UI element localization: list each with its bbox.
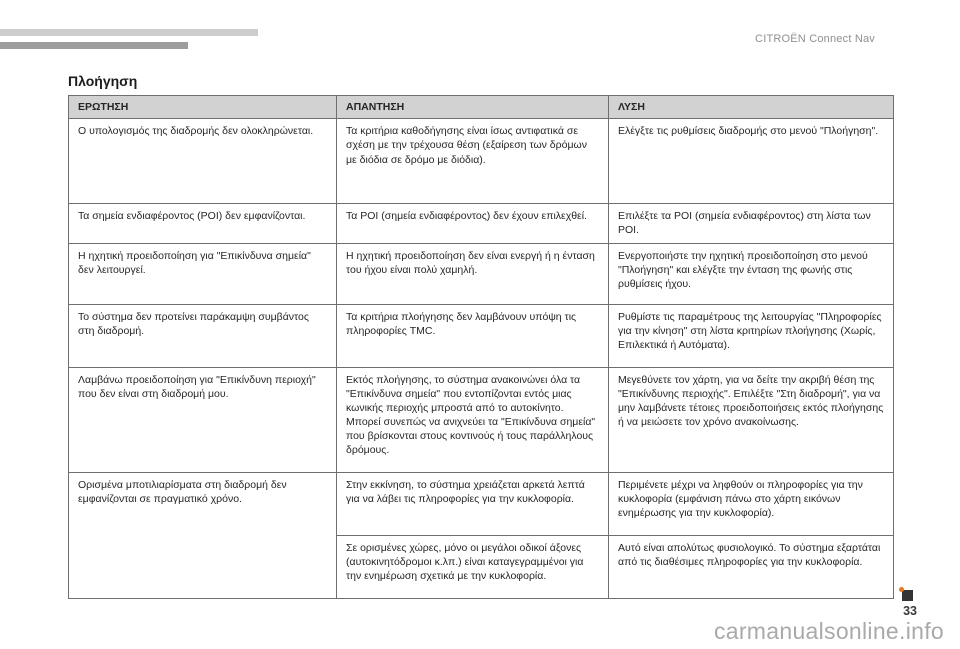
question-cell: Τα σημεία ενδιαφέροντος (POI) δεν εμφανίζονται. bbox=[69, 204, 337, 243]
question-cell: Ο υπολογισμός της διαδρομής δεν ολοκληρώνεται. bbox=[69, 119, 337, 204]
brand-header: CITROËN Connect Nav bbox=[755, 33, 875, 45]
answer-cell: Στην εκκίνηση, το σύστημα χρειάζεται αρκετά λεπτά για να λάβει τις πληροφορίες για την κυκλοφορία. bbox=[337, 472, 609, 535]
question-cell: Το σύστημα δεν προτείνει παράκαμψη συμβάντος στη διαδρομή. bbox=[69, 304, 337, 367]
table-row bbox=[69, 243, 894, 304]
table-header-row bbox=[69, 96, 894, 119]
solution-cell: Περιμένετε μέχρι να ληφθούν οι πληροφορίες για την κυκλοφορία (εμφάνιση πάνω στο χάρτη εικόνων ενημέρωσης για την κυκλοφορία). bbox=[609, 472, 894, 535]
page-title: Πλοήγηση bbox=[68, 73, 138, 89]
table-row bbox=[69, 472, 894, 535]
column-header-answer: ΑΠΑΝΤΗΣΗ bbox=[337, 96, 609, 119]
question-cell: Η ηχητική προειδοποίηση για "Επικίνδυνα σημεία" δεν λειτουργεί. bbox=[69, 243, 337, 304]
answer-cell: Σε ορισμένες χώρες, μόνο οι μεγάλοι οδικοί άξονες (αυτοκινητόδρομοι κ.λπ.) είναι καταγεγραμμένοι για την ενημέρωση σχετικά με την κυκλοφορία. bbox=[337, 535, 609, 598]
answer-cell: Εκτός πλοήγησης, το σύστημα ανακοινώνει όλα τα "Επικίνδυνα σημεία" που εντοπίζονται εντός μιας κωνικής περιοχής μπροστά από το αυτοκίνητο. Μπορεί συνεπώς να ανιχνεύει τα "Επικίνδυνα σημεία" που βρίσκονται στους κοντινούς ή τους παράλληλους δρόμους. bbox=[337, 367, 609, 472]
decorative-bar-dark bbox=[0, 42, 188, 49]
decorative-bar-light bbox=[0, 29, 258, 36]
answer-cell: Τα POI (σημεία ενδιαφέροντος) δεν έχουν επιλεχθεί. bbox=[337, 204, 609, 243]
solution-cell: Μεγεθύνετε τον χάρτη, για να δείτε την ακριβή θέση της "Επικίνδυνης περιοχής". Επιλέξτε "Στη διαδρομή", για να μην λαμβάνετε τέτοιες προειδοποιήσεις εκτός πλοήγησης ή να μειώσετε τον χρόνο ανακοίνωσης. bbox=[609, 367, 894, 472]
troubleshooting-table bbox=[68, 95, 894, 599]
answer-cell: Η ηχητική προειδοποίηση δεν είναι ενεργή ή η ένταση του ήχου είναι πολύ χαμηλή. bbox=[337, 243, 609, 304]
solution-cell: Ρυθμίστε τις παραμέτρους της λειτουργίας "Πληροφορίες για την κίνηση" στη λίστα κριτηρίων πλοήγησης (Χωρίς, Επιλεκτικά ή Αυτόματα). bbox=[609, 304, 894, 367]
column-header-solution: ΛΥΣΗ bbox=[609, 96, 894, 119]
solution-cell: Ελέγξτε τις ρυθμίσεις διαδρομής στο μενού "Πλοήγηση". bbox=[609, 119, 894, 204]
table-row bbox=[69, 304, 894, 367]
answer-cell: Τα κριτήρια καθοδήγησης είναι ίσως αντιφατικά σε σχέση με την τρέχουσα θέση (εξαίρεση των δρόμων με διόδια σε δρόμο με διόδια). bbox=[337, 119, 609, 204]
solution-cell: Αυτό είναι απολύτως φυσιολογικό. Το σύστημα εξαρτάται από τις διαθέσιμες πληροφορίες για την κυκλοφορία. bbox=[609, 535, 894, 598]
table-row bbox=[69, 204, 894, 243]
solution-cell: Ενεργοποιήστε την ηχητική προειδοποίηση στο μενού "Πλοήγηση" και ελέγξτε την ένταση της φωνής στις ρυθμίσεις ήχου. bbox=[609, 243, 894, 304]
table-row bbox=[69, 119, 894, 204]
watermark: carmanualsonline.info bbox=[713, 618, 944, 644]
table-row bbox=[69, 367, 894, 472]
question-cell: Λαμβάνω προειδοποίηση για "Επικίνδυνη περιοχή" που δεν είναι στη διαδρομή μου. bbox=[69, 367, 337, 472]
answer-cell: Τα κριτήρια πλοήγησης δεν λαμβάνουν υπόψη τις πληροφορίες TMC. bbox=[337, 304, 609, 367]
solution-cell: Επιλέξτε τα POI (σημεία ενδιαφέροντος) στη λίστα των POI. bbox=[609, 204, 894, 243]
chapter-marker-icon bbox=[902, 590, 913, 601]
question-cell: Ορισμένα μποτιλιαρίσματα στη διαδρομή δεν εμφανίζονται σε πραγματικό χρόνο. bbox=[69, 472, 337, 598]
chapter-marker-dot-icon bbox=[899, 587, 904, 592]
column-header-question: ΕΡΩΤΗΣΗ bbox=[69, 96, 337, 119]
page-number: 33 bbox=[903, 604, 917, 618]
